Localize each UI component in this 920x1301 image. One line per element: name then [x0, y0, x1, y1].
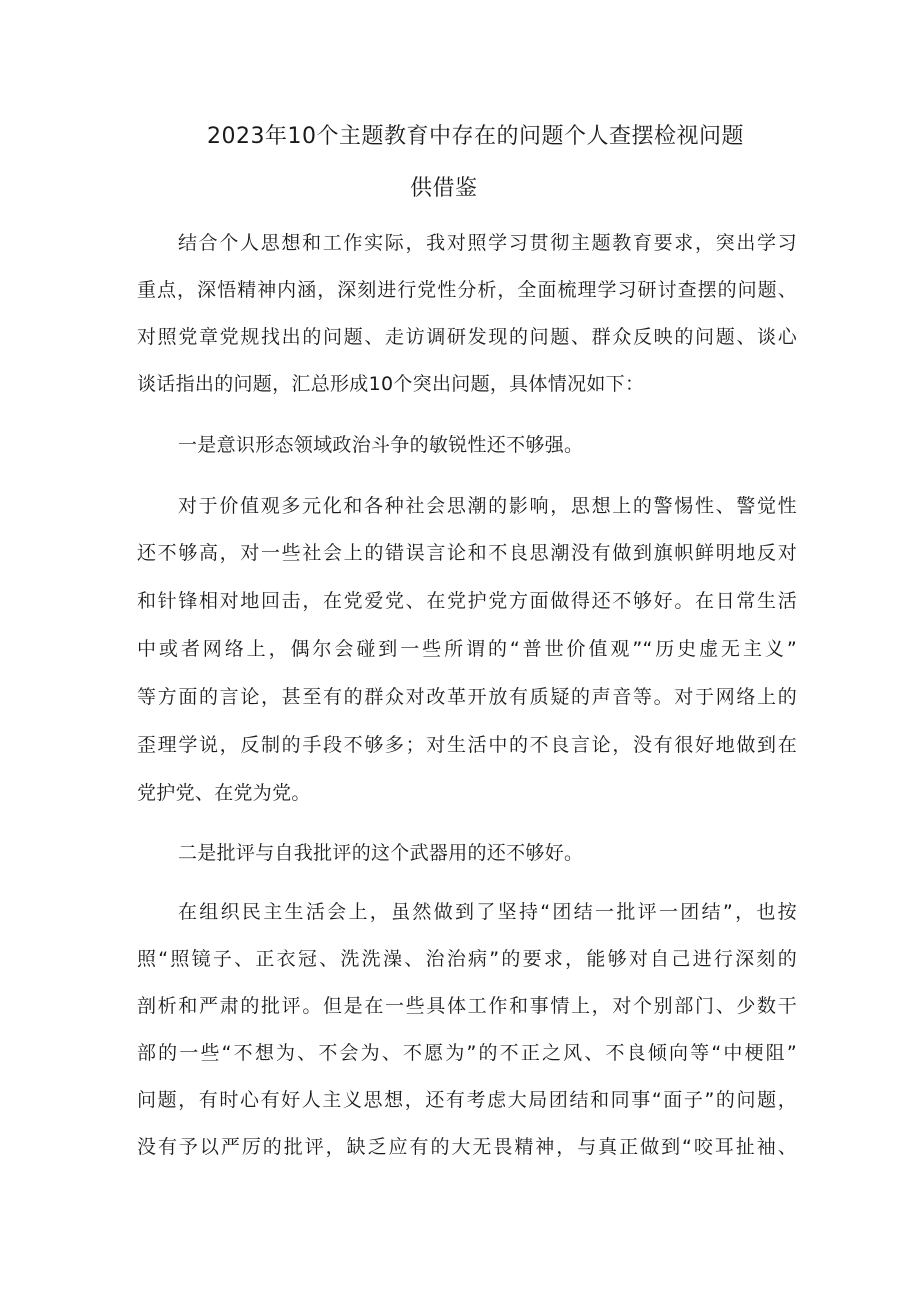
section-1-paragraph-line: 和针锋相对地回击，在党爱党、在党护党方面做得还不够好。在日常生活	[137, 590, 797, 612]
document-title-line-2: 供借鉴	[410, 176, 478, 201]
section-2-paragraph-line: 在组织民主生活会上，虽然做到了坚持“团结一批评一团结”，也按	[178, 901, 797, 923]
intro-paragraph-line: 谈话指出的问题，汇总形成10个突出问题，具体情况如下：	[137, 373, 645, 395]
intro-paragraph-line: 对照党章党规找出的问题、走访调研发现的问题、群众反映的问题、谈心	[137, 326, 797, 348]
section-2-paragraph-line: 剖析和严肃的批评。但是在一些具体工作和事情上，对个别部门、少数干	[137, 995, 797, 1017]
intro-paragraph-line: 结合个人思想和工作实际，我对照学习贯彻主题教育要求，突出学习	[178, 232, 797, 254]
section-1-paragraph-line: 还不够高，对一些社会上的错误言论和不良思潮没有做到旗帜鲜明地反对	[137, 542, 797, 564]
section-heading-2: 二是批评与自我批评的这个武器用的还不够好。	[178, 842, 584, 864]
section-2-paragraph-line: 没有予以严厉的批评，缺乏应有的大无畏精神，与真正做到“咬耳扯袖、	[137, 1136, 797, 1158]
intro-paragraph-line: 重点，深悟精神内涵，深刻进行党性分析，全面梳理学习研讨查摆的问题、	[137, 279, 797, 301]
section-1-paragraph-line: 等方面的言论，甚至有的群众对改革开放有质疑的声音等。对于网络上的	[137, 686, 797, 708]
section-2-paragraph-line: 照“照镜子、正衣冠、洗洗澡、治治病”的要求，能够对自己进行深刻的	[137, 948, 797, 970]
section-1-paragraph-line: 歪理学说，反制的手段不够多；对生活中的不良言论，没有很好地做到在	[137, 734, 797, 756]
section-1-paragraph-line: 党护党、在党为党。	[137, 782, 311, 804]
section-1-paragraph-line: 对于价值观多元化和各种社会思潮的影响，思想上的警惕性、警觉性	[178, 495, 797, 517]
section-2-paragraph-line: 问题，有时心有好人主义思想，还有考虑大局团结和同事“面子”的问题，	[137, 1089, 797, 1111]
section-1-paragraph-line: 中或者网络上，偶尔会碰到一些所谓的“普世价值观”“历史虚无主义”	[137, 638, 797, 660]
section-heading-1: 一是意识形态领域政治斗争的敏锐性还不够强。	[178, 434, 584, 456]
section-2-paragraph-line: 部的一些“不想为、不会为、不愿为”的不正之风、不良倾向等“中梗阻”	[137, 1042, 797, 1064]
document-title-line-1: 2023年10个主题教育中存在的问题个人查摆检视问题	[207, 124, 744, 149]
